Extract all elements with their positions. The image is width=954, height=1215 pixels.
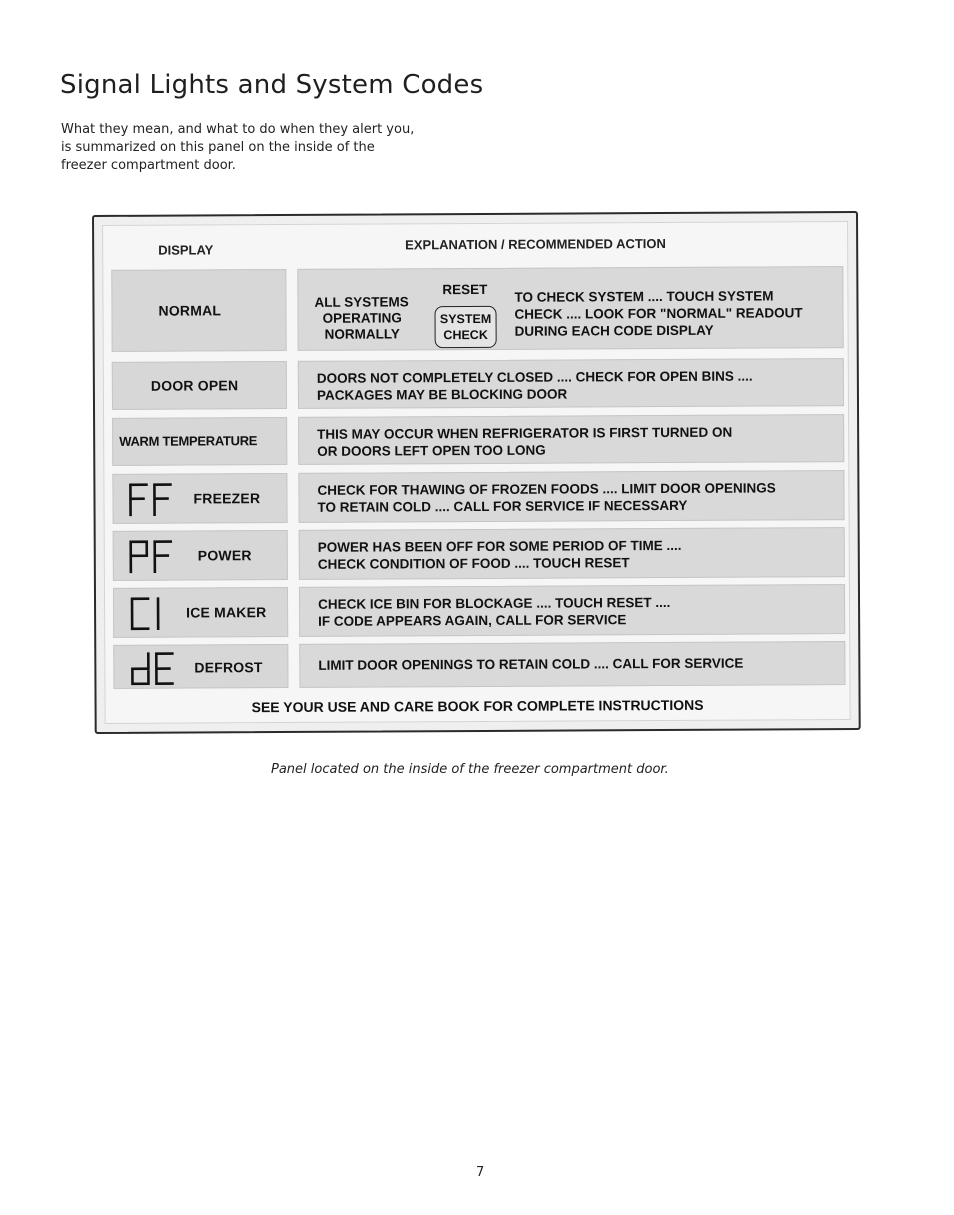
panel-inner [102,221,851,724]
intro-paragraph: What they mean, and what to do when they alert you, is summarized on this panel on the inside of the freezer compartment door. [61,122,415,173]
status-line: NORMALLY [324,326,400,342]
display-label: POWER [197,547,252,564]
page-number: 7 [476,1165,485,1180]
instruction-line: CHECK .... LOOK FOR "NORMAL" READOUT [514,305,803,322]
row-defrost [113,641,850,689]
explanation-line: IF CODE APPEARS AGAIN, CALL FOR SERVICE [318,612,627,629]
seven-segment-code [122,596,184,632]
row-normal [111,266,848,352]
seven-segment-code [121,482,183,518]
display-label: DEFROST [194,659,263,676]
header-explanation: EXPLANATION / RECOMMENDED ACTION [405,235,666,253]
row-freezer [112,470,849,524]
display-box [113,644,288,689]
explanation-text [318,594,670,630]
reset-label: RESET [442,281,488,298]
ci-code-icon [122,596,184,632]
explanation-line: THIS MAY OCCUR WHEN REFRIGERATOR IS FIRST TURNED ON [317,424,733,442]
signal-panel [92,211,861,734]
de-code-icon [122,651,184,687]
explanation-box [298,358,844,409]
explanation-box [299,527,845,580]
row-power [113,527,850,581]
status-line: OPERATING [322,310,402,326]
explanation-line: PACKAGES MAY BE BLOCKING DOOR [316,386,568,403]
panel-footer: SEE YOUR USE AND CARE BOOK FOR COMPLETE INSTRUCTIONS [251,696,704,716]
display-label: DOOR OPEN [150,377,239,394]
display-label: NORMAL [158,302,222,319]
display-box [113,530,288,581]
explanation-line: LIMIT DOOR OPENINGS TO RETAIN COLD .... CALL FOR SERVICE [318,655,744,673]
system-check-button[interactable] [434,306,496,348]
system-check-instructions [514,287,802,340]
seven-segment-code [122,539,184,575]
display-box-normal [111,269,286,352]
display-box [113,587,288,638]
explanation-text [317,368,753,404]
explanation-text [318,537,682,573]
explanation-box-normal [297,266,843,351]
row-warm-temperature [112,414,849,466]
display-box [112,473,287,524]
explanation-line: CHECK CONDITION OF FOOD .... TOUCH RESET [317,555,630,572]
display-box [112,361,287,410]
display-label: FREEZER [193,490,261,507]
explanation-line: OR DOORS LEFT OPEN TOO LONG [317,442,546,459]
explanation-line: POWER HAS BEEN OFF FOR SOME PERIOD OF TIME .... [317,537,682,555]
explanation-text [317,479,775,515]
explanation-box [298,414,844,465]
button-line: SYSTEM [439,311,492,327]
explanation-text [318,655,743,674]
status-line: ALL SYSTEMS [314,294,409,310]
display-label: ICE MAKER [186,604,267,621]
ff-code-icon [121,482,183,518]
pf-code-icon [122,539,184,575]
seven-segment-code [122,651,184,687]
header-display: DISPLAY [158,242,214,258]
page-title: Signal Lights and System Codes [60,70,484,100]
explanation-line: DOORS NOT COMPLETELY CLOSED .... CHECK FOR OPEN BINS .... [316,368,753,386]
instruction-line: DURING EACH CODE DISPLAY [514,322,714,339]
explanation-line: CHECK ICE BIN FOR BLOCKAGE .... TOUCH RESET .... [318,594,671,612]
explanation-box [298,470,844,523]
explanation-line: TO RETAIN COLD .... CALL FOR SERVICE IF NECESSARY [317,497,688,515]
instruction-line: TO CHECK SYSTEM .... TOUCH SYSTEM [514,288,774,305]
explanation-line: CHECK FOR THAWING OF FROZEN FOODS .... LIMIT DOOR OPENINGS [317,480,776,498]
explanation-box [299,641,845,688]
button-line: CHECK [443,327,488,343]
explanation-box [299,584,845,637]
explanation-text [317,424,732,460]
row-door-open [112,358,849,410]
system-status-text [314,294,409,342]
row-ice-maker [113,584,850,638]
display-box [112,417,287,466]
display-label: WARM TEMPERATURE [119,433,258,449]
panel-caption: Panel located on the inside of the freezer compartment door. [271,762,669,777]
